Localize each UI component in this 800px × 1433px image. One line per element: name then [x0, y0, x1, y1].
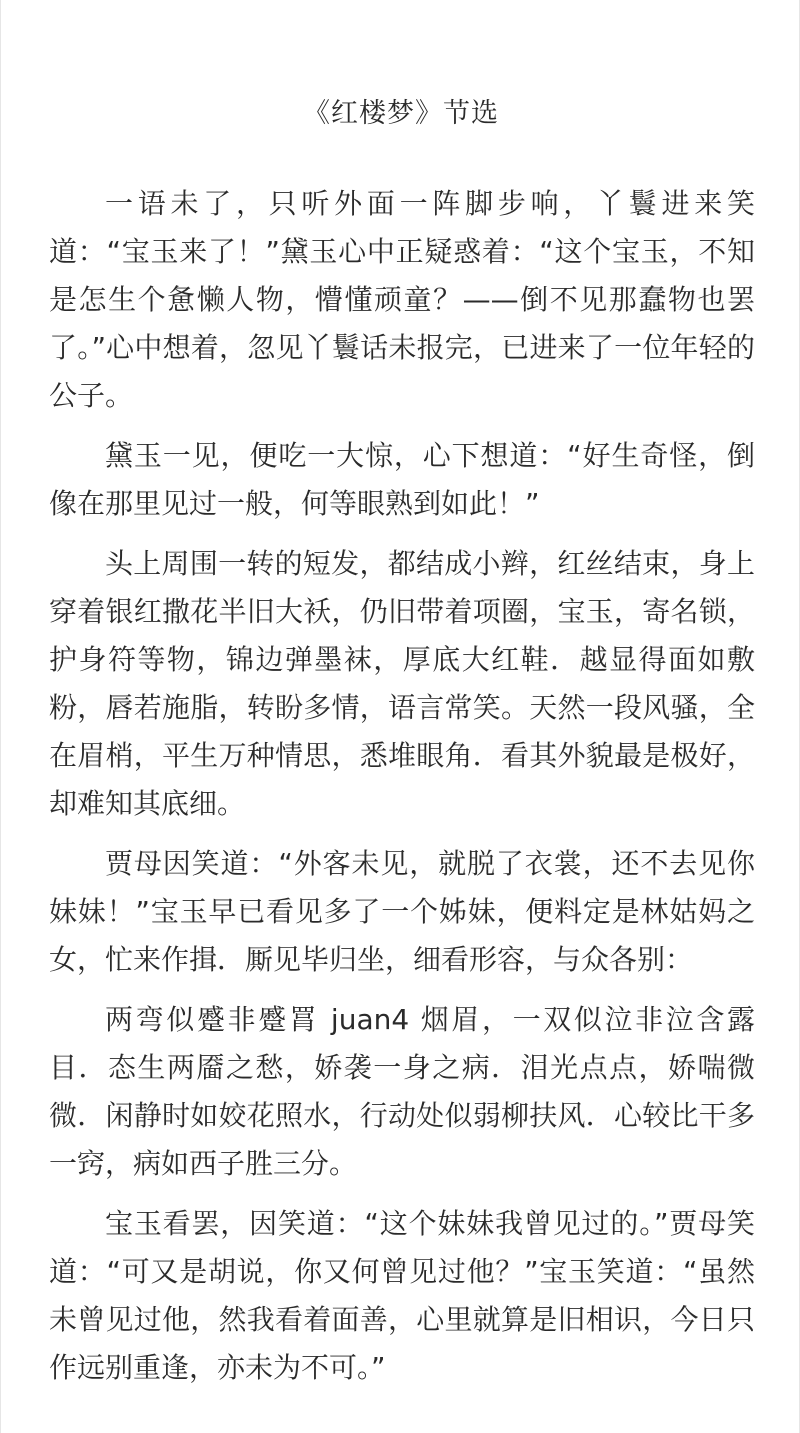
page-title: 《红楼梦》节选 — [303, 98, 499, 129]
paragraph-1: 一语未了，只听外面一阵脚步响，丫鬟进来笑道：“宝玉来了！”黛玉心中正疑惑着：“这个宝玉，不知是怎生个惫懒人物，懵懂顽童？——倒不见那蠢物也罢了。”心中想着，忽见丫鬟话未报完，已进来了一位年轻的公子。 — [49, 187, 755, 412]
paragraph-2: 黛玉一见，便吃一大惊，心下想道：“好生奇怪，倒像在那里见过一般，何等眼熟到如此！” — [49, 439, 755, 520]
paragraph-3: 头上周围一转的短发，都结成小辫，红丝结束，身上穿着银红撒花半旧大袄，仍旧带着项圈，宝玉，寄名锁，护身符等物，锦边弹墨袜，厚底大红鞋．越显得面如敷粉，唇若施脂，转盼多情，语言常笑。天然一段风骚，全在眉梢，平生万种情思，悉堆眼角．看其外貌最是极好，却难知其底细。 — [49, 547, 755, 820]
article-body — [49, 180, 755, 1404]
paragraph-5: 两弯似蹙非蹙罥 juan4 烟眉，一双似泣非泣含露目．态生两靥之愁，娇袭一身之病．泪光点点，娇喘微微．闲静时如姣花照水，行动处似弱柳扶风．心较比干多一窍，病如西子胜三分。 — [49, 1003, 755, 1180]
paragraph-6: 宝玉看罢，因笑道：“这个妹妹我曾见过的。”贾母笑道：“可又是胡说，你又何曾见过他？”宝玉笑道：“虽然未曾见过他，然我看着面善，心里就算是旧相识，今日只作远别重逢，亦未为不可。” — [49, 1207, 755, 1384]
paragraph-4: 贾母因笑道：“外客未见，就脱了衣裳，还不去见你妹妹！”宝玉早已看见多了一个姊妹，便料定是林姑妈之女，忙来作揖．厮见毕归坐，细看形容，与众各别： — [49, 847, 755, 976]
